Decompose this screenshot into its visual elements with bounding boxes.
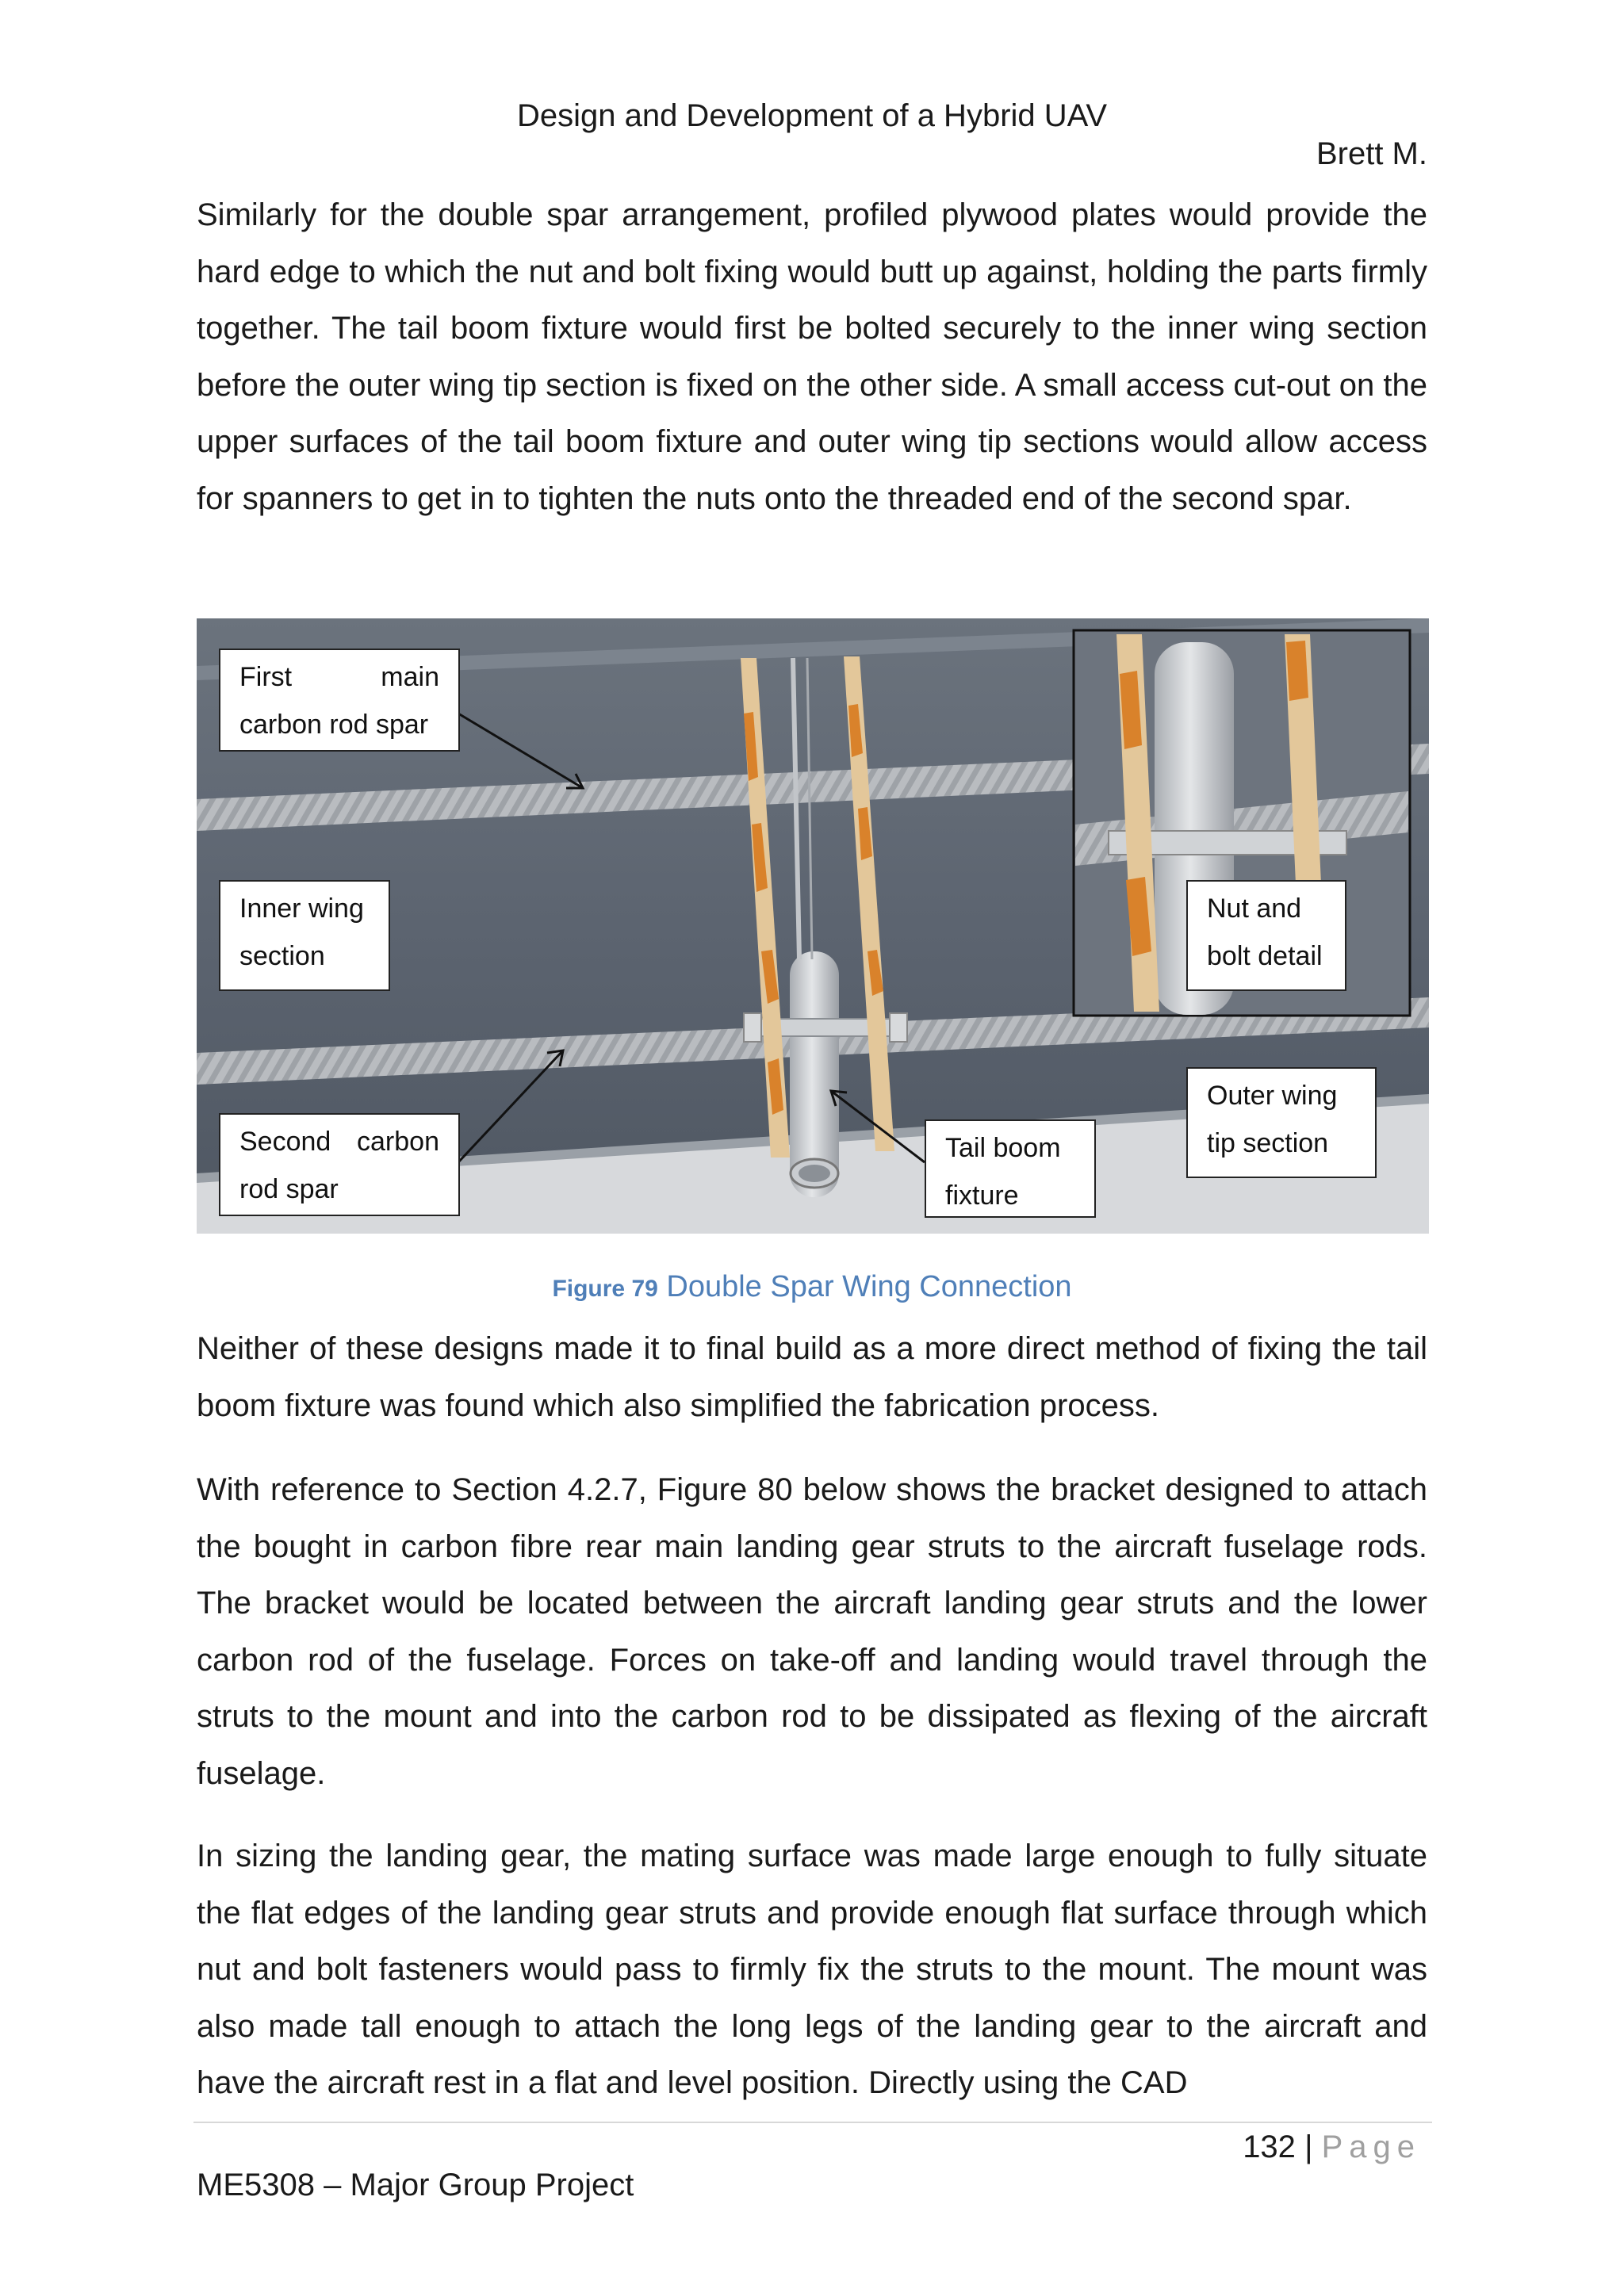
callout-nut-bolt: Nut and bolt detail	[1186, 880, 1346, 991]
footer-course: ME5308 – Major Group Project	[197, 2168, 634, 2202]
callout-outer-wing: Outer wing tip section	[1186, 1067, 1377, 1178]
paragraph-landing-bracket: With reference to Section 4.2.7, Figure 80 below shows the bracket designed to attach the bought in carbon fibre rear main landing gear struts to the aircraft fuselage rods. The bracket would be located between the aircraft landing gear struts and the lower carbon rod of the fuselage. Forces on take-off and landing would travel through the struts to the mount and into the carbon rod to be dissipated as flexing of the aircraft fuselage.	[197, 1472, 1427, 1791]
callout-first-spar: First main carbon rod spar	[219, 649, 460, 752]
running-header-author: Brett M.	[1316, 136, 1427, 171]
page-number-value: 132	[1243, 2130, 1296, 2164]
page-number-separator: |	[1304, 2130, 1313, 2164]
page-number	[1243, 2125, 1421, 2169]
paragraph-double-spar: Similarly for the double spar arrangement, profiled plywood plates would provide the hard edge to which the nut and bolt fixing would butt up against, holding the parts firmly together. The tail boom fixture would first be bolted securely to the inner wing section before the outer wing tip section is fixed on the other side. A small access cut-out on the upper surfaces of the tail boom fixture and outer wing tip sections would allow access for spanners to get in to tighten the nuts onto the threaded end of the second spar.	[197, 197, 1427, 516]
figure-caption	[0, 1267, 1624, 1309]
page-word: Page	[1321, 2130, 1421, 2164]
figure-number: Figure 79	[552, 1276, 658, 1302]
running-header-title: Design and Development of a Hybrid UAV	[516, 98, 1108, 133]
callout-second-spar: Second carbon rod spar	[219, 1113, 460, 1216]
figure-double-spar-render	[197, 618, 1429, 1234]
figure-caption-text: Double Spar Wing Connection	[666, 1270, 1072, 1303]
callout-tail-boom: Tail boom fixture	[925, 1119, 1096, 1218]
callout-inner-wing: Inner wing section	[219, 880, 390, 991]
paragraph-landing-gear-sizing: In sizing the landing gear, the mating surface was made large enough to fully situate the flat edges of the landing gear struts and provide enough flat surface through which nut and bolt fasteners would pass to firmly fix the struts to the mount. The mount was also made tall enough to attach the long legs of the landing gear to the aircraft and have the aircraft rest in a flat and level position. Directly using the CAD	[197, 1839, 1427, 2100]
paragraph-final-build: Neither of these designs made it to final build as a more direct method of fixing the tail boom fixture was found which also simplified the fabrication process.	[197, 1331, 1427, 1423]
footer-divider	[193, 2122, 1432, 2123]
